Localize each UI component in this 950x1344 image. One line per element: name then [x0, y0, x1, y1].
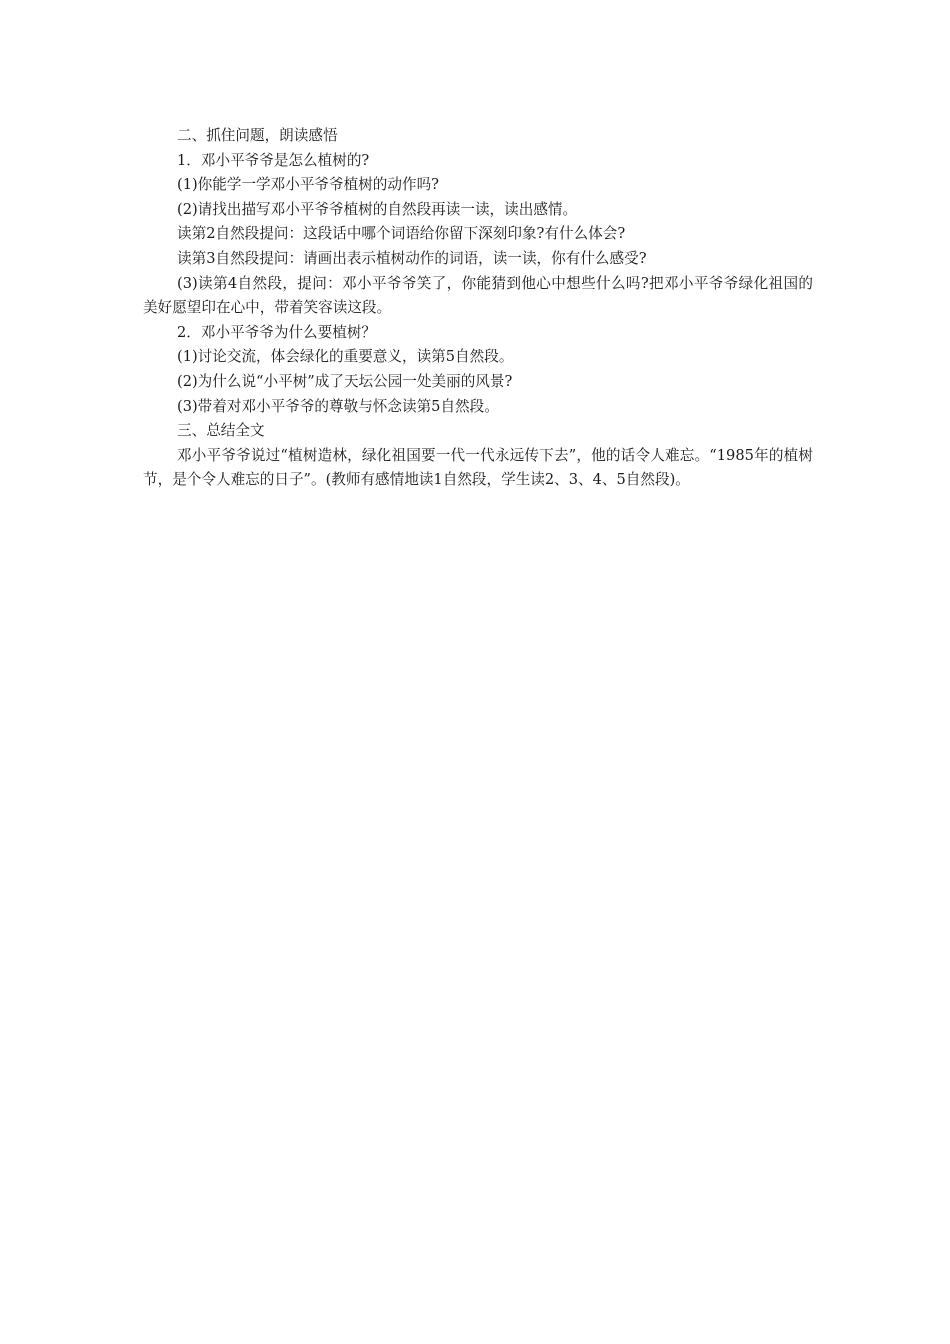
section-heading-summary: 三、总结全文: [177, 422, 265, 440]
sub-item-3: (3)读第4自然段，提问：邓小平爷爷笑了，你能猜到他心中想些什么吗?把邓小平爷爷绿化祖国的美好愿望印在心中，带着笑容读这段。: [143, 274, 813, 317]
paragraph-2-question: 读第2自然段提问：这段话中哪个词语给你留下深刻印象?有什么体会?: [177, 225, 626, 243]
paragraph-3-question: 读第3自然段提问：请画出表示植树动作的词语，读一读，你有什么感受?: [177, 249, 647, 267]
question-how-plant: 1．邓小平爷爷是怎么植树的?: [177, 151, 370, 169]
summary-paragraph: 邓小平爷爷说过“植树造林，绿化祖国要一代一代永远传下去”，他的话令人难忘。“1985年的植树节，是个令人难忘的日子”。(教师有感情地读1自然段，学生读2、3、4、5自然段)。: [143, 446, 813, 489]
why-sub-item-2: (2)为什么说“小平树”成了天坛公园一处美丽的风景?: [177, 372, 513, 390]
sub-item-2: (2)请找出描写邓小平爷爷植树的自然段再读一读，读出感情。: [177, 200, 578, 218]
document-body: [143, 124, 813, 493]
why-sub-item-1: (1)讨论交流，体会绿化的重要意义，读第5自然段。: [177, 348, 514, 366]
why-sub-item-3: (3)带着对邓小平爷爷的尊敬与怀念读第5自然段。: [177, 397, 499, 415]
sub-item-1: (1)你能学一学邓小平爷爷植树的动作吗?: [177, 176, 439, 194]
section-heading-read-aloud: 二、抓住问题，朗读感悟: [177, 127, 338, 144]
question-why-plant: 2．邓小平爷爷为什么要植树？: [177, 323, 377, 341]
